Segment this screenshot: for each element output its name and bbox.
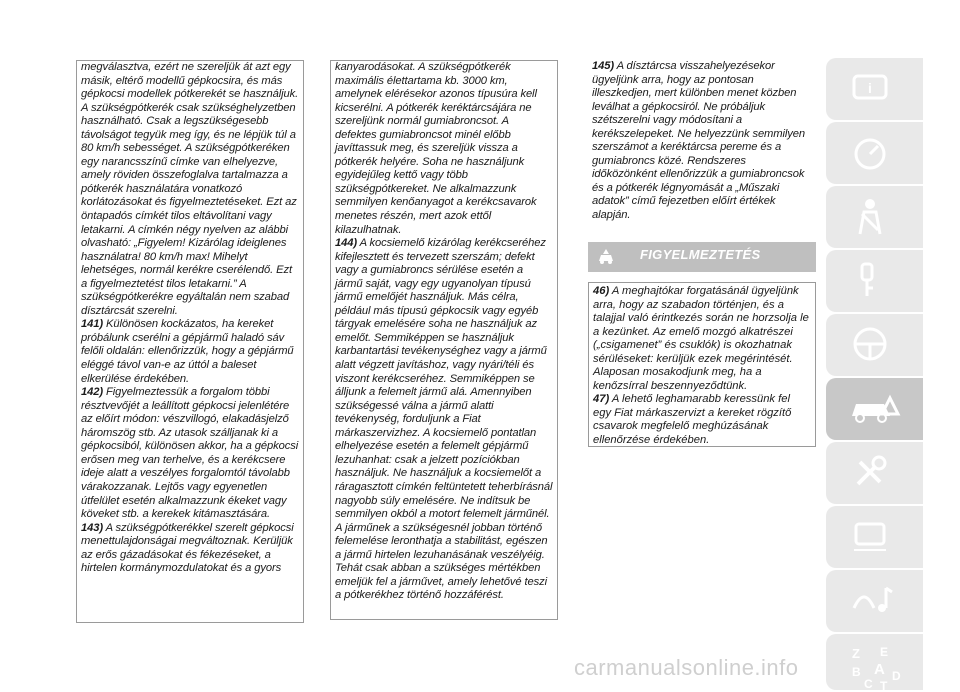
paragraph: 145) A dísztárcsa visszahelyezésekor ügyeljünk arra, hogy az pontosan illeszkedjen, mert különben menet közben leválhat a gépkocsiról. Ne próbáljuk szétszerelni vagy módosítani a kerékszelepeket. Ne helyezzünk semmilyen szerszámot a keréktárcsa pereme és a gumiabroncs közé. Rendszeres időközönként ellenőrizzük a gumiabroncsok és a pótkerék légnyomását a „Műszaki adatok” című fejezetben előírt értékek alapján. (592, 60, 806, 222)
paragraph: 144) A kocsiemelő kizárólag kerékcseréhez kifejlesztett és tervezett szerszám; defekt vagy a gumiabroncs sérülése esetén a jármű saját, vagy egy ugyanolyan típusú jármű emelőjét használjuk. Más célra, például más típusú gépkocsik vagy egyéb tárgyak emelésére soha ne használjuk az emelőt. Semmiképpen se használjuk karbantartási tevékenységhez vagy a jármű alatt végzett javításhoz, vagy nyári/téli és viszont kerékcseréhez. Semmiképpen se álljunk a felemelt jármű alá. Amennyiben szükségessé válna a jármű alatti tevékenység, forduljunk a Fiat márkaszervizhez. A kocsiemelő pontatlan elhelyezése esetén a felemelt gépjármű lezuhanhat: csak a jelzett pozíciókban használjuk. Ne használjuk a kocsiemelőt a ráragasztott címkén feltüntetett teherbírásnál nagyobb súly emelésére. Ne indítsuk be semmilyen okból a motort felemelt járműnél. A járműnek a szükségesnél jobban történő felemelése leronthatja a stabilitást, egészen a jármű hirtelen lezuhanásának veszélyéig. Tehát csak abban a szükséges mértékben emeljük fel a járművet, amely lehetővé teszi a pótkerékhez történő hozzáférést. (335, 237, 553, 602)
svg-text:D: D (892, 669, 901, 683)
chapter-tab-safety[interactable] (826, 186, 923, 248)
car-info-icon (846, 66, 894, 110)
paragraph: megválasztva, ezért ne szereljük át azt egy másik, eltérő modellű gépkocsira, és más gépkocsi modellek pótkerekét se használjuk. A szükségpótkerék csak szükséghelyzetben használható. Csak a legszükségesebb távolságot tegyük meg így, és ne lépjük túl a 80 km/h sebességet. A szükségpótkeréken egy narancsszínű címke van elhelyezve, amely röviden összefoglalva tartalmazza a pótkerék használatára vonatkozó korlátozásokat és figyelmeztetéseket. Ezt az öntapadós címkét tilos eltávolítani vagy letakarni. A címkén négy nyelven az alábbi olvasható: „Figyelem! Kizárólag ideiglenes használatra! 80 km/h max! Mihelyt lehetséges, normál kerékre cserélendő. Ezt a figyelmeztetést tilos letakarni.” A szükségpótkerékre egyáltalán nem szabad dísztárcsát szerelni. (81, 61, 299, 317)
dashboard-icon (846, 130, 894, 174)
alphabet-index-icon (846, 642, 906, 692)
text-column-1 (76, 60, 304, 623)
chapter-tab-car-info[interactable] (826, 58, 923, 120)
svg-text:T: T (880, 679, 888, 692)
steering-wheel-icon (846, 322, 894, 366)
car-emergency-icon (846, 386, 902, 432)
chapter-tab-emergency[interactable] (826, 378, 923, 440)
paragraph: kanyarodásokat. A szükségpótkerék maximális élettartama kb. 3000 km, amelynek elérésekor azonos típusúra kell kicserélni. A pótkerék keréktárcsájára ne szereljünk normál gumiabroncsot. A defektes gumiabroncsot minél előbb javíttassuk meg, és szereljük vissza a pótkerék helyére. Soha ne használjunk egyidejűleg kettő vagy több szükségpótkereket. Ne alkalmazzunk semmilyen kenőanyagot a kerékcsavarok menetes részén, mert azok ettől kilazulhatnak. (335, 61, 537, 236)
svg-text:A: A (874, 661, 885, 678)
svg-text:E: E (880, 645, 889, 659)
warning-car-icon (596, 247, 616, 267)
key-ignition-icon (846, 258, 894, 302)
svg-text:C: C (864, 677, 873, 691)
multimedia-icon (846, 578, 898, 622)
seatbelt-safety-icon (846, 194, 894, 238)
paragraph: 142) Figyelmeztessük a forgalom többi résztvevőjét a leállított gépkocsi jelenlétére az előírt módon: vészvillogó, elakadásjelző háromszög stb. Az utasok szálljanak ki a gépkocsiból, különösen akkor, ha a gépkocsi erősen meg van terhelve, és a kerékcsere ideje alatt a veszélyes forgalomtól távolabb várakozzanak. Lejtős vagy egyenetlen útfelület esetén alkalmazzunk ékeket vagy köveket stb. a kerekek kitámasztására. (81, 386, 299, 521)
warning-header (588, 242, 816, 272)
chapter-tab-multimedia[interactable] (826, 570, 923, 632)
text-column-2 (330, 60, 558, 620)
chapter-tab-starting[interactable] (826, 250, 923, 312)
warning-item: 46) A meghajtókar forgatásánál ügyeljünk arra, hogy az szabadon történjen, és a talajjal való érintkezés során ne horzsolja le a kezünket. Az emelő mozgó alkatrészei („csigamenet” és csuklók) is okozhatnak sérüléseket: kerüljük ezek megérintését. Alaposan mosakodjunk meg, ha a kenőzsírral beszennyeződtünk. (593, 285, 809, 392)
paragraph: 143) A szükségpótkerékkel szerelt gépkocsi menettulajdonságai megváltoznak. Kerüljük az erős gázadásokat és fékezéseket, a hirtelen kormánymozdulatokat és a gyors (81, 521, 294, 575)
svg-text:i: i (868, 80, 872, 96)
chapter-tab-dashboard[interactable] (826, 122, 923, 184)
warning-text-box (588, 282, 816, 447)
maintenance-tools-icon (846, 450, 894, 494)
text-column-3 (588, 60, 815, 223)
warning-item: 47) A lehető leghamarabb keressünk fel egy Fiat márkaszervizt a kereket rögzítő csavarok megfelelő meghúzásának ellenőrzése érdekében. (593, 393, 792, 447)
warning-title: FIGYELMEZTETÉS (640, 247, 761, 262)
svg-text:B: B (852, 665, 861, 679)
chapter-tab-index[interactable] (826, 634, 923, 690)
watermark: carmanualsonline.info (574, 655, 799, 680)
chapter-tab-maintenance[interactable] (826, 442, 923, 504)
paragraph: 141) Különösen kockázatos, ha kereket próbálunk cserélni a gépjármű haladó sáv felőli oldalán: ellenőrizzük, hogy a gépjármű eléggé távol van-e az úttól a baleset elkerülése érdekében. (81, 318, 294, 385)
car-dimensions-icon (846, 514, 894, 558)
svg-text:Z: Z (852, 646, 860, 661)
chapter-tab-technical-data[interactable] (826, 506, 923, 568)
chapter-tab-driving[interactable] (826, 314, 923, 376)
